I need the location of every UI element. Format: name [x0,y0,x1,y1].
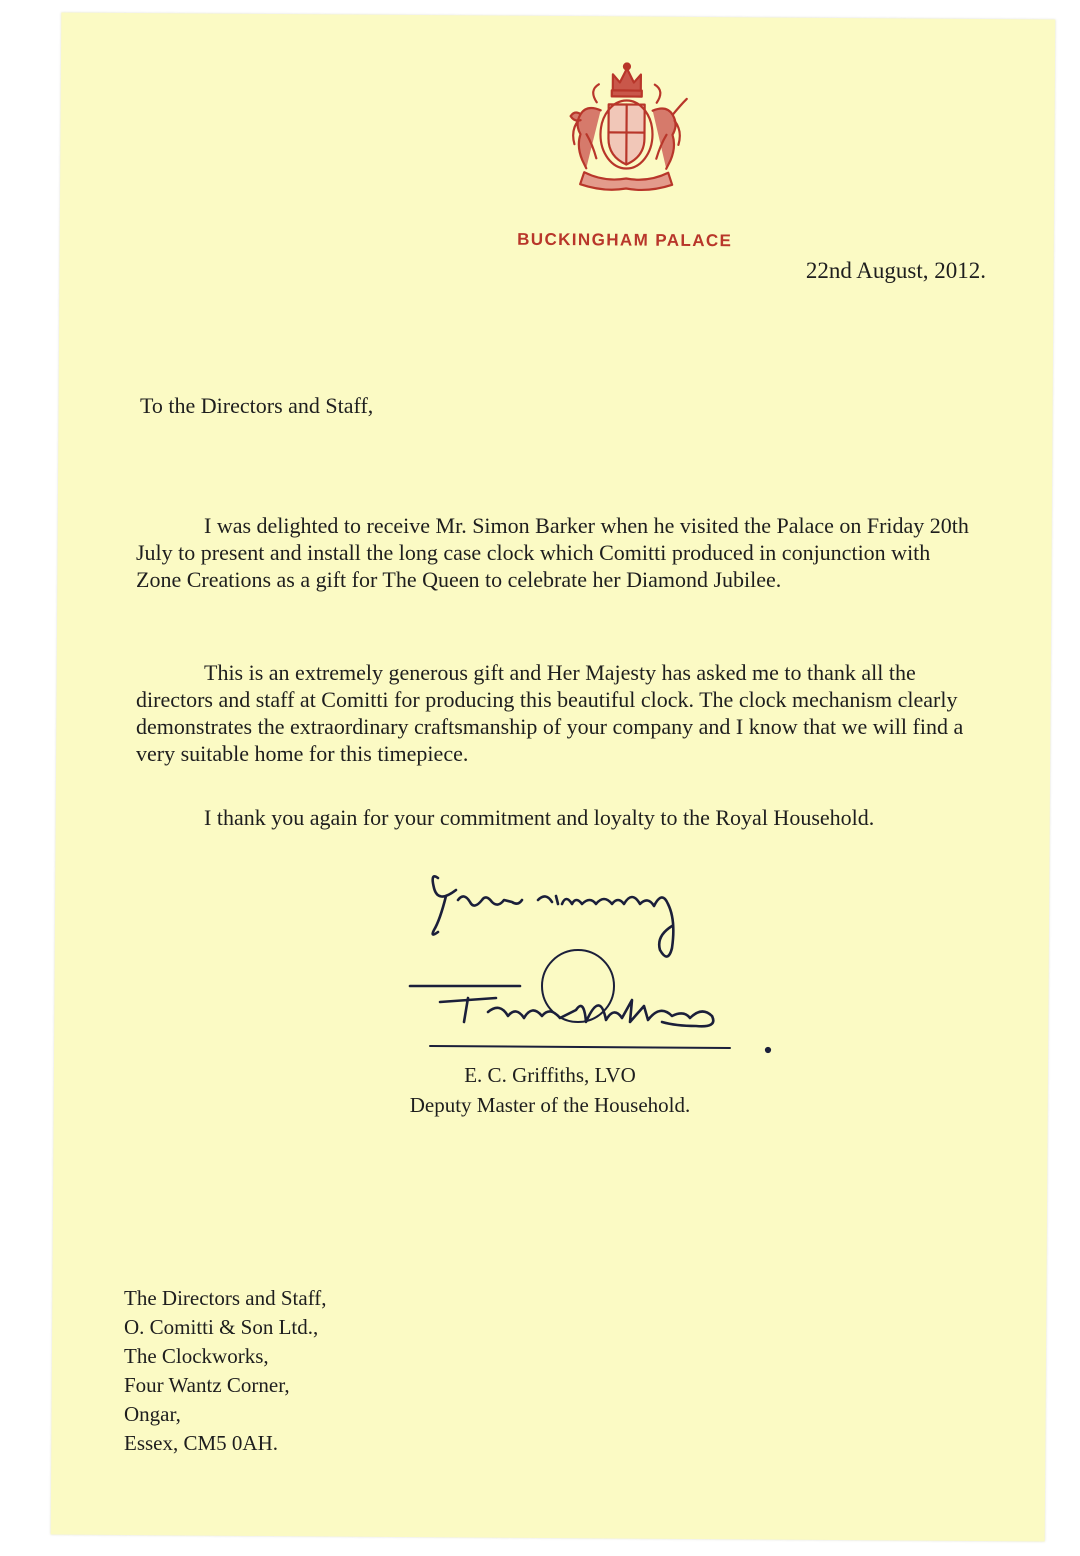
address-line: O. Comitti & Son Ltd., [124,1315,319,1339]
letter-date: 22nd August, 2012. [805,258,986,283]
address-line: Ongar, [124,1402,181,1426]
letterhead-title: BUCKINGHAM PALACE [517,229,733,251]
handwritten-signature [400,860,790,1060]
address-line: Essex, CM5 0AH. [124,1431,279,1455]
address-line: The Clockworks, [124,1344,269,1368]
body-paragraph-3: I thank you again for your commitment and loyalty to the Royal Household. [204,805,875,830]
body-paragraph-2: This is an extremely generous gift and Her Majesty has asked me to thank all the directors and staff at Comitti for producing this beautiful clock. The clock mechanism clearly demonstrates the extraordinary craftsmanship of your company and I know that we will find a very suitable home for this timepiece. [136,660,964,766]
address-line: The Directors and Staff, [124,1286,327,1310]
recipient-address [124,1284,327,1458]
royal-coat-of-arms-icon [556,60,697,197]
signer-block [380,1060,720,1120]
salutation: To the Directors and Staff, [140,393,374,418]
body-paragraph-1: I was delighted to receive Mr. Simon Barker when he visited the Palace on Friday 20th July to present and install the long case clock which Comitti produced in conjunction with Zone Creations as a gift for The Queen to celebrate her Diamond Jubilee. [136,513,969,592]
signer-title: Deputy Master of the Household. [409,1093,691,1117]
signer-name: E. C. Griffiths, LVO [464,1063,636,1087]
address-line: Four Wantz Corner, [124,1373,290,1397]
